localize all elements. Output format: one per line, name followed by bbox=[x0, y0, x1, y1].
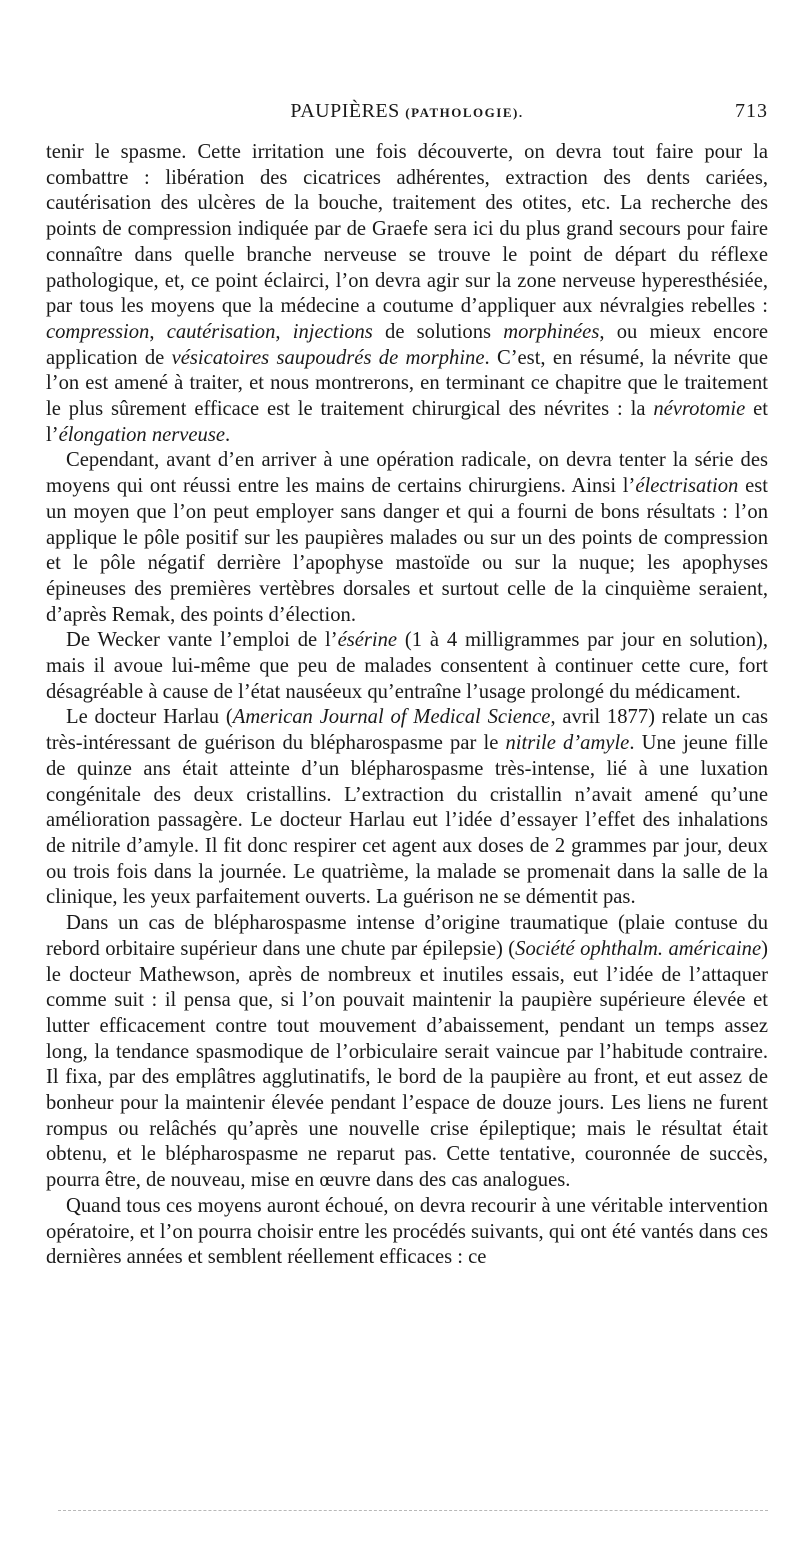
paragraph bbox=[46, 448, 768, 628]
text-run: . Une jeune fille de quinze ans était atteinte d’un blépharospasme très-intense, lié à une luxation congénitale des deux cristallins. L’extraction du cristallin n’avait amené qu’une amélioration passagère. Le docteur Harlau eut l’idée d’essayer l’effet des inhalations de nitrile d’amyle. Il fit donc respirer cet agent aux doses de 2 grammes par jour, deux ou trois fois dans la journée. Le quatrième, la malade se promenait dans la salle de la clinique, les yeux parfaitement ouverts. La guérison ne se démentit pas. bbox=[46, 732, 768, 909]
text-run: , ou mieux encore application de bbox=[46, 320, 769, 369]
text-run: Quand tous ces moyens auront échoué, on devra recourir à une véritable intervention opératoire, et l’on pourra choisir entre les procédés suivants, qui ont été vantés dans ces dernières années et semblent réellement efficaces : ce bbox=[46, 1194, 768, 1269]
header-title-main: PAUPIÈRES bbox=[290, 100, 400, 122]
paragraph bbox=[46, 628, 768, 705]
italic-text: injections bbox=[292, 320, 373, 343]
italic-text: morphinées bbox=[503, 320, 600, 343]
italic-text: ésérine bbox=[337, 629, 398, 652]
italic-text: électrisation bbox=[635, 475, 739, 498]
text-run: (1 à 4 milligrammes par jour en solution), mais il avoue lui-même que peu de malades consentent à continuer cette cure, fort désagréable à cause de l’état nauséeux qu’entraîne l’usage prolongé du médicament. bbox=[46, 629, 768, 703]
text-run: de solutions bbox=[372, 320, 504, 343]
paragraph bbox=[46, 705, 768, 911]
page-number: 713 bbox=[735, 100, 768, 122]
text-run: . C’est, en résumé, la névrite que l’on est amené à traiter, et nous montrerons, en terminant ce chapitre que le traitement le plus sûrement efficace est le traitement chirurgical des névrites : la bbox=[46, 346, 768, 421]
text-run: Dans un cas de blépharospasme intense d’origine traumatique (plaie contuse du rebord orbitaire supérieur dans une chute par épilepsie) ( bbox=[46, 912, 768, 960]
italic-text: compression bbox=[46, 320, 150, 343]
text-run: ) le docteur Mathewson, après de nombreux et inutiles essais, eut l’idée de l’attaquer comme suit : il pensa que, si l’on pouvait maintenir la paupière supérieure élevée et lutter efficacement contre tout mouvement d’abaissement, pendant un temps assez long, la tendance spasmodique de l’orbiculaire serait vaincue par l’habitude contraire. Il fixa, par des emplâtres agglutinatifs, le bord de la paupière au front, et eut assez de bonheur pour la maintenir élevée pendant l’espace de douze jours. Les liens ne furent rompus ou relâchés qu’après une nouvelle crise épileptique; mais le résultat était obtenu, et le blépharospasme ne reparut pas. Cette tentative, couronnée de succès, pourra être, de nouveau, mise en œuvre dans des cas analogues. bbox=[46, 937, 768, 1192]
running-header bbox=[46, 100, 768, 134]
italic-text: névrotomie bbox=[653, 398, 746, 421]
text-run: , avril 1877) relate un cas très-intéressant de guérison du blépharospasme par le bbox=[46, 706, 768, 755]
text-run: tenir le spasme. Cette irritation une fois découverte, on devra tout faire pour la combattre : libération des cicatrices adhérentes, extraction des dents cariées, cautérisation des ulcères de la bouche, traitement des otites, etc. La recherche des points de compression indiquée par de Graefe sera ici du plus grand secours pour faire connaître dans quelle branche nerveuse se trouve le point de départ du réflexe pathologique, et, ce point éclairci, l’on devra agir sur la zone nerveuse hyperesthésiée, par tous les moyens que la médecine a coutume d’appliquer aux névralgies rebelles : bbox=[46, 141, 768, 318]
italic-text: vésicatoires saupoudrés de morphine bbox=[171, 346, 485, 369]
paragraph bbox=[46, 911, 768, 1194]
paragraph bbox=[46, 1194, 768, 1271]
footer-divider bbox=[58, 1510, 768, 1511]
text-run: De Wecker vante l’emploi de l’ bbox=[66, 629, 338, 652]
text-run: , bbox=[149, 320, 167, 343]
text-run: , bbox=[275, 320, 293, 343]
italic-text: cautérisation bbox=[166, 320, 276, 343]
italic-text: élongation nerveuse bbox=[58, 423, 226, 446]
text-run: . bbox=[225, 423, 231, 446]
text-run: Le docteur Harlau ( bbox=[66, 706, 233, 729]
italic-text: Société ophthalm. américaine bbox=[515, 937, 762, 960]
italic-text: nitrile d’amyle bbox=[505, 732, 630, 755]
text-run: et l’ bbox=[46, 398, 768, 446]
text-run: Cependant, avant d’en arriver à une opération radicale, on devra tenter la série des moyens qui ont réussi entre les mains de certains chirurgiens. Ainsi l’ bbox=[46, 449, 768, 498]
page-body bbox=[46, 140, 768, 1271]
header-title-sub: (PATHOLOGIE). bbox=[405, 105, 524, 120]
italic-text: American Journal of Medical Science bbox=[232, 706, 551, 729]
paragraph bbox=[46, 140, 768, 448]
header-title bbox=[46, 100, 768, 123]
text-run: est un moyen que l’on peut employer sans danger et qui a fourni de bons résultats : l’on applique le pôle positif sur les paupières malades ou sur un des points de compression et le pôle négatif derrière l’apophyse mastoïde ou sur la nuque; les apophyses épineuses des premières vertèbres dorsales et surtout celle de la cinquième seraient, d’après Remak, des points d’élection. bbox=[46, 475, 768, 626]
